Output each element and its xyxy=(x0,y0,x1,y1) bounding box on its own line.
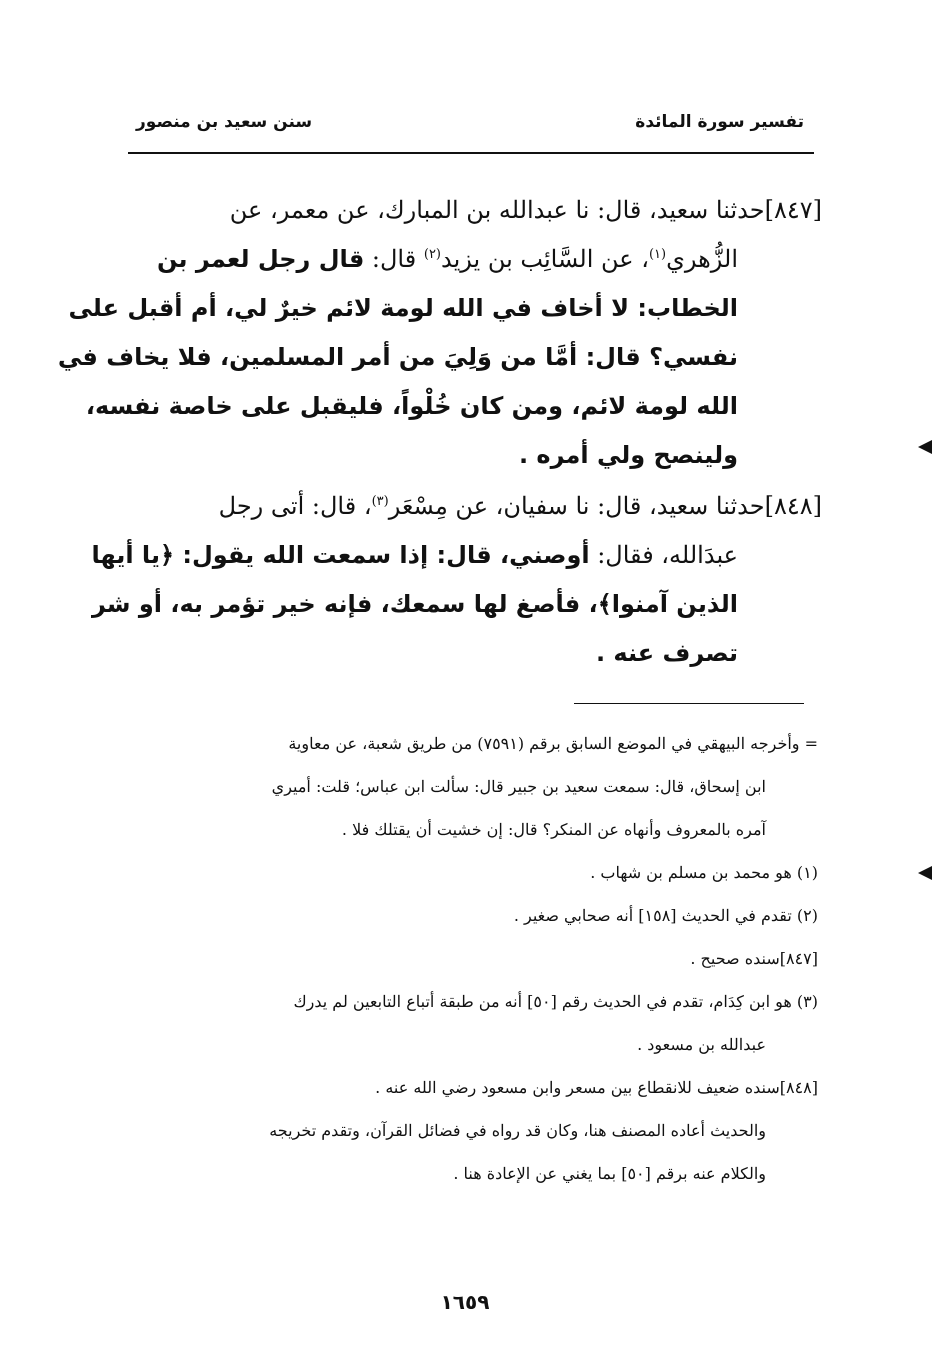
footnote-ref: (١) xyxy=(648,247,667,262)
text-run: ، قال: أتى رجل xyxy=(218,492,372,520)
text-run: الزُّهري xyxy=(666,245,738,273)
text-line: تصرف عنه . xyxy=(595,639,738,667)
text-line xyxy=(91,531,822,580)
footnote-3: (٣) هو ابن كِدَام، تقدم في الحديث رقم [٥٠] أنه من طبقة أتباع التابعين لم يدرك xyxy=(293,992,818,1011)
text-line: [٨٤٧]حدثنا سعيد، قال: نا عبدالله بن المبارك، عن معمر، عن xyxy=(229,196,822,224)
footnote-line: = وأخرجه البيهقي في الموضع السابق برقم (٧٥٩١) من طريق شعبة، عن معاوية xyxy=(288,734,818,753)
grading-847: [٨٤٧]سنده صحيح . xyxy=(690,949,818,968)
text-line xyxy=(112,482,822,531)
text-run: ، عن السَّائِب بن يزيد xyxy=(441,245,649,273)
footnote-ref: (٢) xyxy=(423,247,441,262)
footnote-line: آمره بالمعروف وأنهاه عن المنكر؟ قال: إن خشيت أن يقتلك فلا . xyxy=(341,820,766,839)
footnote-3-continued: عبدالله بن مسعود . xyxy=(637,1035,766,1054)
text-run: [٨٤٨]حدثنا سعيد، قال: نا سفيان، عن مِسْعَر xyxy=(388,492,822,520)
text-line xyxy=(112,235,822,284)
hadith-entry-847 xyxy=(57,186,822,480)
footnote-2: (٢) تقدم في الحديث [١٥٨] أنه صحابي صغير . xyxy=(513,906,818,925)
bold-text-run: أوصني، قال: إذا سمعت الله يقول: ﴿يا أيها xyxy=(91,541,590,569)
page-number: ١٦٥٩ xyxy=(440,1290,490,1314)
text-line xyxy=(57,333,822,382)
grading-848-continued: والكلام عنه برقم [٥٠] بما يغني عن الإعادة هنا . xyxy=(453,1164,766,1183)
footnote-divider xyxy=(574,703,804,704)
grading-848-continued: والحديث أعاده المصنف هنا، وكان قد رواه في فضائل القرآن، وتقدم تخريجه xyxy=(269,1121,766,1140)
grading-848: [٨٤٨]سنده ضعيف للانقطاع بين مسعر وابن مسعود رضي الله عنه . xyxy=(375,1078,818,1097)
margin-mark xyxy=(918,866,932,880)
text-run: قال: xyxy=(364,245,424,273)
header-rule xyxy=(128,152,814,154)
text-run: عبدَالله، فقال: xyxy=(589,541,738,569)
text-line: الله لومة لائم، ومن كان خُلْواً، فليقبل على خاصة نفسه، xyxy=(85,392,738,420)
footnote-ref: (٣) xyxy=(371,494,389,509)
footnote-line: ابن إسحاق، قال: سمعت سعيد بن جبير قال: سألت ابن عباس؛ قلت: أميري xyxy=(271,777,766,796)
text-line: الذين آمنوا﴾، فأصغ لها سمعك، فإنه خير تؤمر به، أو شر xyxy=(91,590,738,618)
bold-text-run: أمَّا من وَلِيَ من أمر المسلمين، فلا يخاف في xyxy=(57,343,578,371)
hadith-entry-848 xyxy=(91,482,822,678)
text-line: ولينصح ولي أمره . xyxy=(518,441,738,469)
running-header-chapter: تفسير سورة المائدة xyxy=(635,112,804,132)
bold-text-run: قال رجل لعمر بن xyxy=(156,245,365,273)
text-line: الخطاب: لا أخاف في الله لومة لائم خيرٌ لي، أم أقبل على xyxy=(68,294,738,322)
footnote-1: (١) هو محمد بن مسلم بن شهاب . xyxy=(590,863,818,882)
bold-text-run: نفسي؟ قال: xyxy=(577,343,738,371)
footnotes xyxy=(112,722,818,1195)
running-header-book-title: سنن سعيد بن منصور xyxy=(136,112,313,132)
margin-mark xyxy=(918,440,932,454)
